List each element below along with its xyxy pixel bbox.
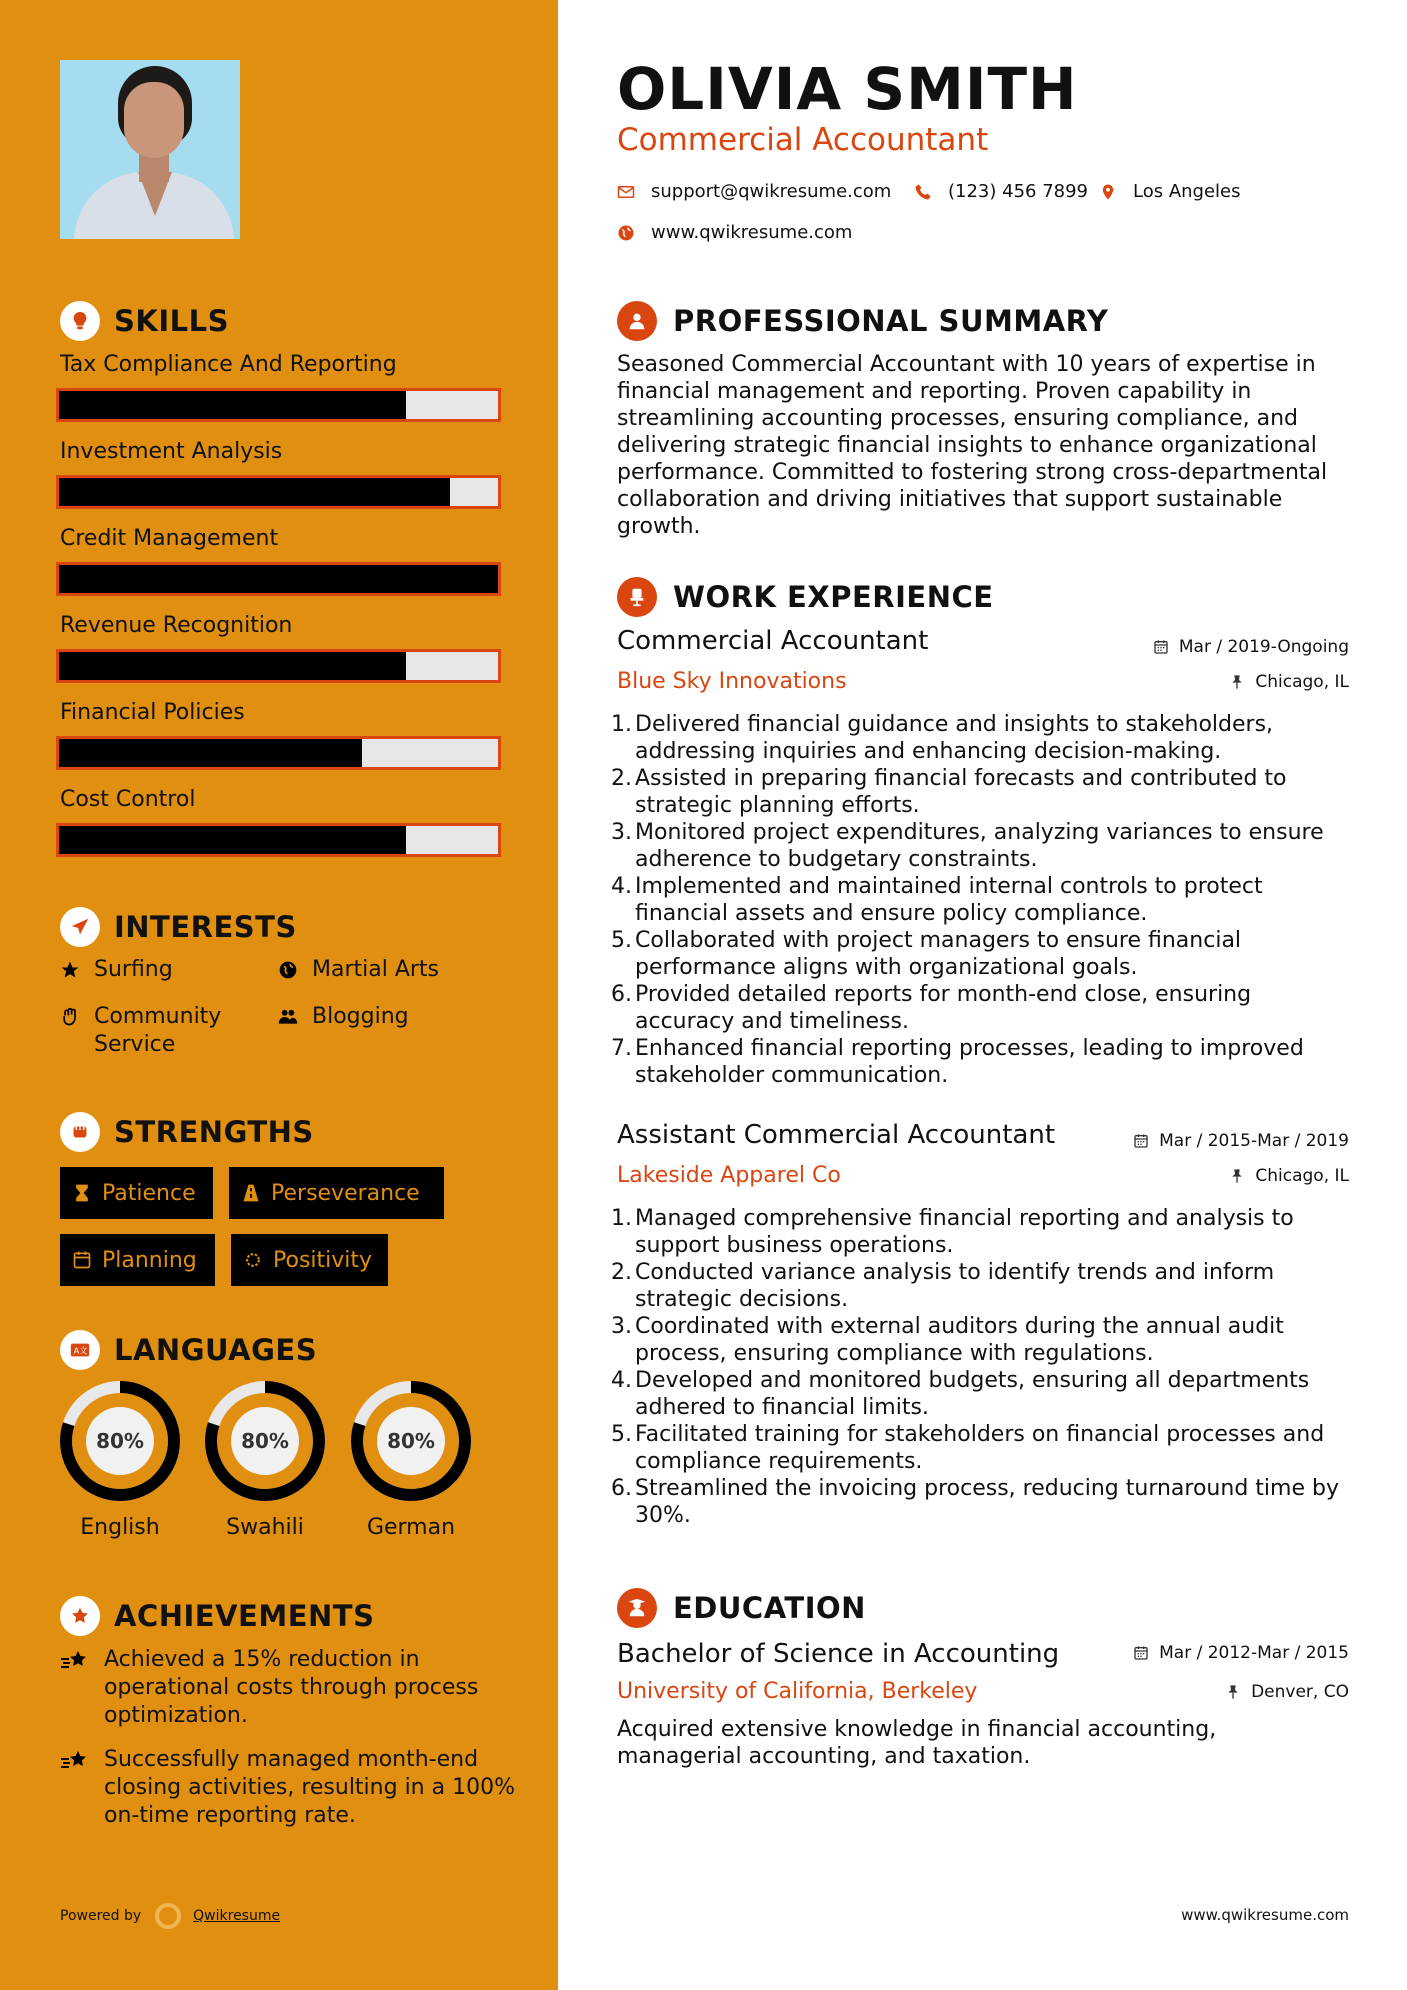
interest-item — [60, 1003, 260, 1059]
powered-by — [60, 1903, 280, 1929]
skill-label: Financial Policies — [60, 700, 245, 725]
phone-icon — [914, 183, 932, 201]
strengths-title: STRENGTHS — [114, 1115, 314, 1149]
strength-badge — [60, 1234, 215, 1286]
shooting-star-icon — [60, 1746, 104, 1830]
education-title: EDUCATION — [673, 1591, 866, 1625]
strength-label: Positivity — [273, 1247, 373, 1273]
skill-bar — [56, 736, 501, 770]
pushpin-icon — [1229, 674, 1245, 690]
education-heading — [617, 1588, 866, 1628]
skill-label: Tax Compliance And Reporting — [60, 352, 397, 377]
education-text: Acquired extensive knowledge in financial accounting, managerial accounting, and taxation. — [617, 1717, 1217, 1769]
summary-text: Seasoned Commercial Accountant with 10 years of expertise in financial management and reporting. Proven capability in streamlining accounting processes, ensuring compliance, and delivering strategic financial insights to enhance organizational performance. Committed to fostering strong cross-departmental collaboration and driving initiatives that support sustainable growth. — [617, 352, 1328, 539]
pushpin-icon — [1229, 1168, 1245, 1184]
language-progress-ring — [203, 1379, 327, 1503]
skill-label: Revenue Recognition — [60, 613, 293, 638]
strength-label: Perseverance — [271, 1180, 420, 1206]
achievement-text: Successfully managed month-end closing activities, resulting in a 100% on-time reporting rate. — [104, 1747, 515, 1828]
skill-bar-fill — [59, 739, 362, 767]
job-bullet-list — [611, 1205, 1351, 1529]
language-percent: 80% — [96, 1429, 144, 1453]
list-item: 3. Coordinated with external auditors during the annual audit process, ensuring compliance with regulations. — [611, 1314, 1284, 1366]
education-location-text: Denver, CO — [1251, 1682, 1349, 1702]
achievement-item — [60, 1746, 520, 1830]
sidebar — [0, 0, 558, 1990]
interest-label: Blogging — [312, 1004, 409, 1029]
location-text: Los Angeles — [1133, 181, 1241, 202]
job-title: Assistant Commercial Accountant — [617, 1120, 1056, 1150]
education-location — [1225, 1682, 1349, 1702]
language-progress-ring — [58, 1379, 182, 1503]
powered-by-label: Powered by — [60, 1908, 142, 1924]
list-item: 1. Delivered financial guidance and insights to stakeholders, addressing inquiries and enhancing decision-making. — [611, 712, 1274, 764]
location-contact — [1099, 181, 1241, 202]
languages-title: LANGUAGES — [114, 1333, 318, 1367]
language-percent: 80% — [241, 1429, 289, 1453]
list-item: 7. Enhanced financial reporting processes, leading to improved stakeholder communication. — [611, 1036, 1304, 1088]
phone-contact[interactable] — [914, 181, 1088, 202]
candidate-role: Commercial Accountant — [617, 122, 989, 158]
skill-bar-fill — [59, 652, 406, 680]
language-item — [203, 1379, 327, 1540]
strength-badge — [60, 1167, 213, 1219]
skill-bar — [56, 649, 501, 683]
list-item: 5. Collaborated with project managers to ensure financial performance aligns with organizational goals. — [611, 928, 1242, 980]
school-name: University of California, Berkeley — [617, 1679, 978, 1704]
list-item: 3. Monitored project expenditures, analyzing variances to ensure adherence to budgetary constraints. — [611, 820, 1324, 872]
lightbulb-icon — [60, 301, 100, 341]
skill-label: Investment Analysis — [60, 439, 283, 464]
achievement-item — [60, 1646, 520, 1730]
list-item: 1. Managed comprehensive financial reporting and analysis to support business operations. — [611, 1206, 1294, 1258]
fist-icon — [60, 1112, 100, 1152]
skill-bar-fill — [59, 565, 498, 593]
skill-label: Credit Management — [60, 526, 279, 551]
list-item: 4. Implemented and maintained internal controls to protect financial assets and ensure policy compliance. — [611, 874, 1263, 926]
job-location — [1229, 1166, 1349, 1186]
office-chair-icon — [617, 577, 657, 617]
sun-icon — [243, 1250, 263, 1270]
job-location-text: Chicago, IL — [1255, 1166, 1349, 1186]
shooting-star-icon — [60, 1646, 104, 1730]
summary-title: PROFESSIONAL SUMMARY — [673, 304, 1109, 338]
envelope-icon — [617, 183, 635, 201]
strength-badge — [231, 1234, 388, 1286]
strengths-heading — [60, 1112, 314, 1152]
job-location — [1229, 672, 1349, 692]
job-location-text: Chicago, IL — [1255, 672, 1349, 692]
interest-item — [278, 956, 439, 984]
skill-label: Cost Control — [60, 787, 196, 812]
hourglass-icon — [72, 1183, 92, 1203]
language-icon — [60, 1330, 100, 1370]
skill-bar — [56, 388, 501, 422]
paper-plane-icon — [60, 907, 100, 947]
svg-text:A文: A文 — [73, 1345, 88, 1356]
languages-heading — [60, 1330, 317, 1370]
company-name: Lakeside Apparel Co — [617, 1163, 841, 1188]
qwikresume-logo-icon — [155, 1903, 181, 1929]
language-item — [349, 1379, 473, 1540]
achievements-heading — [60, 1596, 374, 1636]
job-dates — [1133, 1131, 1349, 1151]
job-bullet-list — [611, 711, 1351, 1089]
education-dates — [1133, 1643, 1349, 1663]
calendar-icon — [72, 1250, 92, 1270]
job-title: Commercial Accountant — [617, 626, 929, 656]
skill-bar-fill — [59, 478, 450, 506]
footer-website[interactable]: www.qwikresume.com — [1181, 1906, 1349, 1924]
profile-photo — [60, 60, 240, 239]
interest-label: Surfing — [94, 957, 173, 982]
globe-icon — [278, 956, 302, 984]
calendar-icon — [1133, 1133, 1149, 1149]
skill-bar — [56, 562, 501, 596]
summary-heading — [617, 301, 1108, 341]
skill-bar — [56, 475, 501, 509]
calendar-icon — [1133, 1645, 1149, 1661]
language-name: German — [366, 1515, 456, 1540]
hand-icon — [60, 1003, 84, 1031]
skills-heading — [60, 301, 229, 341]
skill-bar-fill — [59, 391, 406, 419]
pushpin-icon — [1225, 1684, 1241, 1700]
calendar-icon — [1153, 639, 1169, 655]
skill-bar — [56, 823, 501, 857]
education-dates-text: Mar / 2012-Mar / 2015 — [1159, 1643, 1349, 1663]
email-text: support@qwikresume.com — [651, 181, 892, 202]
list-item: 6. Provided detailed reports for month-end close, ensuring accuracy and timeliness. — [611, 982, 1252, 1034]
user-icon — [617, 301, 657, 341]
job-dates-text: Mar / 2019-Ongoing — [1178, 637, 1349, 657]
list-item: 2. Assisted in preparing financial forecasts and contributed to strategic planning efforts. — [611, 766, 1287, 818]
candidate-name: OLIVIA SMITH — [617, 55, 1078, 123]
website-text: www.qwikresume.com — [651, 222, 853, 243]
interest-item — [278, 1003, 409, 1031]
experience-heading — [617, 577, 994, 617]
skill-bar-fill — [59, 826, 406, 854]
website-contact[interactable] — [617, 222, 852, 243]
job-dates — [1153, 637, 1349, 657]
language-name: Swahili — [226, 1515, 304, 1540]
achievements-title: ACHIEVEMENTS — [114, 1599, 375, 1633]
map-pin-icon — [1099, 183, 1117, 201]
list-item: 4. Developed and monitored budgets, ensuring all departments adhered to financial limits. — [611, 1368, 1310, 1420]
list-item: 6. Streamlined the invoicing process, reducing turnaround time by 30%. — [611, 1476, 1339, 1528]
globe-icon — [617, 224, 635, 242]
language-item — [58, 1379, 182, 1540]
language-name: English — [80, 1515, 160, 1540]
interest-item — [60, 956, 173, 984]
language-progress-ring — [349, 1379, 473, 1503]
star-badge-icon — [60, 1596, 100, 1636]
strength-label: Patience — [102, 1180, 196, 1206]
graduate-icon — [617, 1588, 657, 1628]
achievement-text: Achieved a 15% reduction in operational costs through process optimization. — [104, 1647, 479, 1728]
list-item: 2. Conducted variance analysis to identify trends and inform strategic decisions. — [611, 1260, 1275, 1312]
strength-label: Planning — [102, 1247, 197, 1273]
interest-label: Community Service — [94, 1004, 222, 1057]
job-dates-text: Mar / 2015-Mar / 2019 — [1159, 1131, 1349, 1151]
degree-title: Bachelor of Science in Accounting — [617, 1639, 1060, 1669]
interests-heading — [60, 907, 297, 947]
email-contact[interactable] — [617, 181, 891, 202]
star-icon — [60, 956, 84, 984]
users-icon — [278, 1003, 302, 1031]
list-item: 5. Facilitated training for stakeholders on financial processes and compliance requirements. — [611, 1422, 1325, 1474]
interests-title: INTERESTS — [114, 910, 297, 944]
road-icon — [241, 1183, 261, 1203]
phone-text: (123) 456 7899 — [948, 181, 1089, 202]
experience-title: WORK EXPERIENCE — [673, 580, 994, 614]
language-percent: 80% — [387, 1429, 435, 1453]
interest-label: Martial Arts — [312, 957, 440, 982]
company-name: Blue Sky Innovations — [617, 669, 847, 694]
skills-title: SKILLS — [114, 304, 229, 338]
strength-badge — [229, 1167, 444, 1219]
brand-link[interactable]: Qwikresume — [193, 1908, 281, 1924]
